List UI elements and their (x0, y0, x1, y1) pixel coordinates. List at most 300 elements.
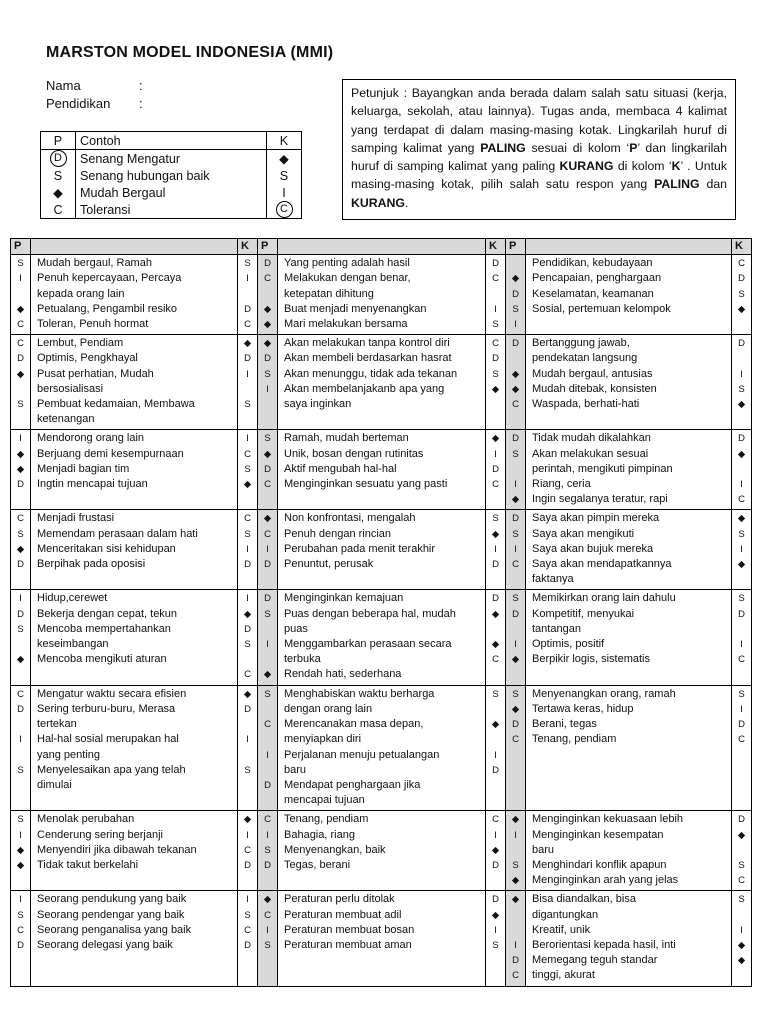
option-letter[interactable]: I (494, 749, 497, 761)
diamond-icon[interactable]: ◆ (737, 513, 746, 525)
option-letter[interactable]: S (17, 528, 24, 540)
option-letter[interactable]: I (266, 543, 269, 555)
option-letter[interactable]: C (738, 258, 745, 270)
option-letter[interactable]: I (494, 448, 497, 460)
k-option-cell[interactable] (732, 335, 752, 430)
p-option-cell[interactable] (506, 811, 526, 891)
option-letter[interactable]: C (264, 273, 271, 285)
k-option-cell[interactable] (238, 430, 258, 510)
option-letter[interactable]: I (740, 479, 743, 491)
p-option-cell[interactable] (11, 430, 31, 510)
diamond-icon[interactable]: ◆ (491, 909, 500, 921)
p-option-cell[interactable] (11, 335, 31, 430)
diamond-icon[interactable]: ◆ (263, 338, 272, 350)
option-letter[interactable]: I (246, 734, 249, 746)
statement-line: Mendapat penghargaan jika (284, 778, 421, 791)
diamond-icon[interactable]: ◆ (511, 383, 520, 395)
diamond-icon[interactable]: ◆ (16, 859, 25, 871)
p-option-cell[interactable] (258, 685, 278, 811)
k-option-cell[interactable] (486, 891, 506, 986)
option-letter[interactable] (506, 908, 525, 923)
option-letter[interactable]: C (17, 688, 24, 700)
option-letter[interactable]: C (17, 319, 24, 331)
option-letter[interactable]: I (19, 894, 22, 906)
option-letter[interactable] (486, 287, 505, 302)
option-letter[interactable]: S (738, 688, 745, 700)
option-letter[interactable]: I (494, 543, 497, 555)
p-option-cell[interactable] (506, 590, 526, 685)
statement-line: Lembut, Pendiam (37, 337, 124, 350)
diamond-icon[interactable]: ◆ (16, 303, 25, 315)
diamond-icon[interactable]: ◆ (491, 433, 500, 445)
option-letter[interactable]: S (17, 258, 24, 270)
statement-line: Menjadi frustasi (37, 512, 115, 525)
option-letter[interactable]: S (17, 399, 24, 411)
option-letter[interactable]: I (266, 924, 269, 936)
p-option-cell[interactable] (11, 590, 31, 685)
option-letter[interactable]: D (17, 559, 24, 571)
option-letter[interactable] (486, 732, 505, 747)
option-letter[interactable]: C (244, 844, 251, 856)
statement-line: mencapai tujuan (284, 794, 365, 807)
k-option-cell[interactable] (486, 255, 506, 335)
diamond-icon[interactable]: ◆ (511, 273, 520, 285)
p-option-cell[interactable] (506, 335, 526, 430)
diamond-icon[interactable]: ◆ (16, 844, 25, 856)
k-option-cell[interactable] (732, 685, 752, 811)
option-letter[interactable]: D (492, 593, 499, 605)
option-letter[interactable] (258, 287, 277, 302)
p-option-cell[interactable] (258, 891, 278, 986)
option-letter[interactable] (11, 637, 30, 652)
option-letter[interactable]: D (17, 608, 24, 620)
option-letter[interactable]: D (738, 433, 745, 445)
p-option-cell[interactable] (258, 255, 278, 335)
diamond-icon[interactable]: ◆ (16, 448, 25, 460)
statement-cell (278, 255, 486, 335)
option-letter[interactable]: S (512, 528, 519, 540)
p-option-cell[interactable] (258, 590, 278, 685)
option-letter[interactable]: I (266, 829, 269, 841)
diamond-icon[interactable]: ◆ (491, 844, 500, 856)
diamond-icon[interactable]: ◆ (16, 543, 25, 555)
k-option-cell[interactable] (732, 811, 752, 891)
option-letter[interactable] (11, 382, 30, 397)
option-letter[interactable]: D (738, 338, 745, 350)
option-letter[interactable]: I (19, 273, 22, 285)
k-option-cell[interactable] (238, 255, 258, 335)
k-option-cell[interactable] (732, 590, 752, 685)
example-p-value: C (53, 202, 63, 217)
option-letter[interactable] (506, 351, 525, 366)
option-letter[interactable] (732, 908, 751, 923)
header-p-1: P (11, 239, 31, 255)
option-letter[interactable]: S (244, 528, 251, 540)
diamond-icon[interactable]: ◆ (511, 875, 520, 887)
diamond-icon[interactable]: ◆ (737, 829, 746, 841)
option-letter[interactable]: S (17, 623, 24, 635)
option-letter[interactable] (238, 287, 257, 302)
option-letter[interactable]: S (738, 288, 745, 300)
option-letter[interactable]: I (494, 303, 497, 315)
example-header-k: K (267, 132, 302, 150)
option-letter[interactable]: C (738, 654, 745, 666)
option-letter[interactable] (732, 843, 751, 858)
option-letter[interactable]: I (19, 734, 22, 746)
p-option-cell[interactable] (506, 255, 526, 335)
option-letter[interactable]: D (492, 859, 499, 871)
p-option-cell[interactable] (11, 811, 31, 891)
option-letter[interactable]: D (492, 894, 499, 906)
option-letter[interactable]: I (740, 639, 743, 651)
option-letter[interactable]: C (264, 814, 271, 826)
diamond-icon[interactable]: ◆ (511, 654, 520, 666)
diamond-icon[interactable]: ◆ (491, 719, 500, 731)
p-option-cell[interactable] (11, 255, 31, 335)
diamond-icon[interactable]: ◆ (737, 955, 746, 967)
option-letter[interactable]: S (492, 939, 499, 951)
statement-line: Non konfrontasi, mengalah (284, 512, 416, 525)
option-letter[interactable]: S (492, 688, 499, 700)
option-letter[interactable]: S (244, 639, 251, 651)
p-option-cell[interactable] (506, 685, 526, 811)
diamond-icon[interactable]: ◆ (737, 939, 746, 951)
option-letter[interactable]: D (512, 513, 519, 525)
k-option-cell[interactable] (238, 335, 258, 430)
option-letter[interactable]: I (19, 829, 22, 841)
k-option-cell[interactable] (486, 335, 506, 430)
k-option-cell[interactable] (732, 430, 752, 510)
diamond-icon[interactable]: ◆ (16, 654, 25, 666)
option-letter[interactable]: D (492, 463, 499, 475)
option-letter[interactable]: S (264, 844, 271, 856)
option-letter[interactable]: D (244, 559, 251, 571)
option-letter[interactable]: D (264, 258, 271, 270)
option-letter[interactable]: D (738, 273, 745, 285)
option-letter[interactable]: D (512, 608, 519, 620)
option-letter[interactable]: I (19, 593, 22, 605)
option-letter[interactable]: D (264, 593, 271, 605)
option-letter[interactable]: I (266, 749, 269, 761)
p-option-cell[interactable] (11, 891, 31, 986)
option-letter[interactable] (506, 843, 525, 858)
option-letter[interactable] (258, 763, 277, 778)
option-letter[interactable]: S (264, 688, 271, 700)
option-letter[interactable]: S (244, 258, 251, 270)
diamond-icon[interactable]: ◆ (511, 494, 520, 506)
option-letter[interactable]: D (244, 623, 251, 635)
option-letter[interactable]: I (266, 383, 269, 395)
option-letter[interactable]: S (264, 368, 271, 380)
option-letter[interactable]: C (492, 273, 499, 285)
table-row (11, 891, 752, 986)
option-letter[interactable]: S (738, 894, 745, 906)
option-letter[interactable] (238, 652, 257, 667)
option-letter[interactable]: C (738, 875, 745, 887)
k-option-cell[interactable] (486, 590, 506, 685)
option-letter[interactable]: D (244, 303, 251, 315)
option-letter[interactable]: D (512, 338, 519, 350)
diamond-icon[interactable]: ◆ (263, 303, 272, 315)
option-letter[interactable]: D (492, 258, 499, 270)
option-letter[interactable]: S (512, 593, 519, 605)
option-letter[interactable]: I (246, 368, 249, 380)
option-letter[interactable]: I (740, 703, 743, 715)
option-letter[interactable]: S (738, 528, 745, 540)
p-option-cell[interactable] (11, 510, 31, 590)
k-option-cell[interactable] (238, 891, 258, 986)
k-option-cell[interactable] (732, 255, 752, 335)
option-letter[interactable]: C (264, 909, 271, 921)
option-letter[interactable]: D (738, 814, 745, 826)
option-letter[interactable]: D (17, 479, 24, 491)
statement-line: Memendam perasaan dalam hati (37, 527, 198, 540)
diamond-icon[interactable]: ◆ (243, 338, 252, 350)
example-p (41, 150, 76, 168)
option-letter[interactable]: S (738, 593, 745, 605)
k-option-cell[interactable] (238, 685, 258, 811)
diamond-icon[interactable]: ◆ (737, 559, 746, 571)
p-option-cell[interactable] (506, 891, 526, 986)
option-letter[interactable] (486, 622, 505, 637)
option-letter[interactable]: S (244, 399, 251, 411)
option-letter[interactable]: C (244, 319, 251, 331)
option-letter[interactable] (506, 256, 525, 271)
option-letter[interactable]: I (514, 543, 517, 555)
diamond-icon[interactable]: ◆ (491, 608, 500, 620)
k-option-cell[interactable] (732, 891, 752, 986)
option-letter[interactable]: S (244, 764, 251, 776)
statement-line: Menginginkan kekuasaan lebih (532, 813, 684, 826)
option-letter[interactable]: I (246, 894, 249, 906)
k-option-cell[interactable] (732, 510, 752, 590)
diamond-icon[interactable]: ◆ (491, 528, 500, 540)
option-letter[interactable]: S (492, 513, 499, 525)
diamond-icon[interactable]: ◆ (737, 448, 746, 460)
option-letter[interactable]: D (264, 859, 271, 871)
statement-line: Tenang, pendiam (284, 813, 369, 826)
pendidikan-field[interactable] (46, 96, 143, 111)
option-letter[interactable] (732, 351, 751, 366)
option-letter[interactable]: D (264, 559, 271, 571)
option-letter[interactable]: S (512, 688, 519, 700)
option-letter[interactable]: D (512, 955, 519, 967)
option-letter[interactable] (506, 462, 525, 477)
option-letter[interactable]: D (244, 939, 251, 951)
diamond-icon[interactable]: ◆ (491, 639, 500, 651)
diamond-icon[interactable]: ◆ (737, 303, 746, 315)
option-letter[interactable]: D (17, 703, 24, 715)
option-letter[interactable]: S (264, 433, 271, 445)
statement-line: pendekatan langsung (532, 352, 638, 365)
option-letter[interactable]: I (514, 639, 517, 651)
option-letter[interactable]: S (244, 909, 251, 921)
p-option-cell[interactable] (258, 510, 278, 590)
k-option-cell[interactable] (238, 590, 258, 685)
option-letter[interactable] (732, 622, 751, 637)
option-letter[interactable] (258, 702, 277, 717)
option-letter[interactable] (506, 622, 525, 637)
option-letter[interactable] (11, 717, 30, 732)
k-option-cell[interactable] (486, 510, 506, 590)
option-letter[interactable]: D (244, 703, 251, 715)
p-option-cell[interactable] (258, 811, 278, 891)
option-letter[interactable]: D (492, 559, 499, 571)
option-letter[interactable]: S (17, 909, 24, 921)
example-k-value: S (279, 168, 289, 183)
option-letter[interactable]: I (740, 368, 743, 380)
option-letter[interactable]: S (512, 448, 519, 460)
k-option-cell[interactable] (486, 685, 506, 811)
k-option-cell[interactable] (238, 811, 258, 891)
option-letter[interactable]: I (740, 543, 743, 555)
option-letter[interactable]: D (512, 433, 519, 445)
option-letter[interactable]: S (492, 368, 499, 380)
diamond-icon[interactable]: ◆ (511, 894, 520, 906)
option-letter[interactable]: I (19, 433, 22, 445)
option-letter[interactable]: C (512, 734, 519, 746)
diamond-icon[interactable]: ◆ (263, 669, 272, 681)
option-letter[interactable]: C (244, 513, 251, 525)
option-letter[interactable]: D (512, 288, 519, 300)
option-letter[interactable] (486, 702, 505, 717)
diamond-icon[interactable]: ◆ (16, 368, 25, 380)
option-letter[interactable]: C (244, 669, 251, 681)
option-letter[interactable] (258, 652, 277, 667)
nama-field[interactable] (46, 78, 143, 93)
option-letter[interactable]: D (244, 353, 251, 365)
option-letter[interactable] (258, 732, 277, 747)
option-letter[interactable]: C (512, 970, 519, 982)
diamond-icon[interactable]: ◆ (491, 383, 500, 395)
option-letter[interactable]: C (738, 734, 745, 746)
option-letter[interactable]: S (264, 608, 271, 620)
option-letter[interactable]: C (492, 338, 499, 350)
p-option-cell[interactable] (258, 430, 278, 510)
diamond-icon[interactable]: ◆ (511, 368, 520, 380)
option-letter[interactable]: D (264, 353, 271, 365)
option-letter[interactable]: D (264, 779, 271, 791)
diamond-icon[interactable]: ◆ (243, 608, 252, 620)
option-letter[interactable]: D (244, 859, 251, 871)
option-letter[interactable]: D (738, 719, 745, 731)
option-letter[interactable]: S (512, 303, 519, 315)
option-letter[interactable]: D (512, 719, 519, 731)
p-option-cell[interactable] (506, 510, 526, 590)
option-letter[interactable]: I (266, 639, 269, 651)
statement-line: Aktif mengubah hal-hal (284, 462, 397, 475)
option-letter[interactable]: C (17, 924, 24, 936)
diamond-icon[interactable]: ◆ (243, 688, 252, 700)
option-letter[interactable] (258, 622, 277, 637)
option-letter[interactable]: S (492, 319, 499, 331)
option-letter[interactable]: C (264, 479, 271, 491)
k-option-cell[interactable] (238, 510, 258, 590)
option-letter[interactable] (11, 748, 30, 763)
diamond-icon[interactable]: ◆ (243, 814, 252, 826)
option-letter[interactable] (238, 382, 257, 397)
option-letter[interactable]: I (514, 479, 517, 491)
option-letter[interactable]: I (514, 939, 517, 951)
diamond-icon[interactable]: ◆ (16, 463, 25, 475)
option-letter[interactable]: S (244, 463, 251, 475)
option-letter[interactable]: D (738, 608, 745, 620)
option-letter[interactable]: C (492, 654, 499, 666)
option-letter[interactable]: C (264, 719, 271, 731)
option-letter[interactable]: S (17, 814, 24, 826)
option-letter[interactable]: C (244, 448, 251, 460)
option-letter[interactable] (732, 462, 751, 477)
option-letter[interactable]: I (246, 543, 249, 555)
option-letter[interactable]: I (246, 433, 249, 445)
option-letter[interactable]: I (514, 829, 517, 841)
option-letter[interactable]: S (512, 859, 519, 871)
option-letter[interactable]: I (740, 924, 743, 936)
option-letter[interactable]: C (244, 924, 251, 936)
statement-line: faktanya (532, 573, 574, 586)
example-p (41, 167, 76, 184)
p-option-cell[interactable] (506, 430, 526, 510)
option-letter[interactable]: D (492, 353, 499, 365)
diamond-icon[interactable]: ◆ (737, 399, 746, 411)
option-letter[interactable]: C (264, 528, 271, 540)
example-text: Senang Mengatur (76, 150, 267, 168)
option-letter[interactable]: C (492, 814, 499, 826)
option-letter[interactable]: D (17, 939, 24, 951)
option-letter[interactable]: I (494, 924, 497, 936)
statement-line: baru (284, 763, 307, 776)
option-letter[interactable]: I (246, 829, 249, 841)
option-letter[interactable]: I (246, 593, 249, 605)
diamond-icon[interactable]: ◆ (263, 894, 272, 906)
statement-cell (31, 891, 238, 986)
diamond-icon[interactable]: ◆ (263, 513, 272, 525)
diamond-icon[interactable]: ◆ (511, 814, 520, 826)
diamond-icon[interactable]: ◆ (263, 319, 272, 331)
p-option-cell[interactable] (11, 685, 31, 811)
option-letter[interactable]: D (492, 764, 499, 776)
option-letter[interactable]: I (514, 319, 517, 331)
option-letter[interactable]: I (494, 829, 497, 841)
option-letter[interactable] (11, 287, 30, 302)
option-letter[interactable]: C (512, 399, 519, 411)
option-letter[interactable] (238, 748, 257, 763)
option-letter[interactable]: D (17, 353, 24, 365)
option-letter[interactable]: C (492, 479, 499, 491)
option-letter[interactable]: S (738, 383, 745, 395)
option-letter[interactable]: C (738, 494, 745, 506)
option-letter[interactable]: I (246, 273, 249, 285)
p-option-cell[interactable] (258, 335, 278, 430)
example-row (41, 167, 302, 184)
option-letter[interactable]: C (17, 513, 24, 525)
k-option-cell[interactable] (486, 430, 506, 510)
option-letter[interactable]: S (264, 939, 271, 951)
option-letter[interactable]: S (738, 859, 745, 871)
diamond-icon[interactable]: ◆ (263, 448, 272, 460)
example-k-value: I (282, 185, 286, 200)
option-letter[interactable] (238, 717, 257, 732)
option-letter[interactable]: D (264, 463, 271, 475)
diamond-icon[interactable]: ◆ (243, 479, 252, 491)
k-option-cell[interactable] (486, 811, 506, 891)
statement-line: Penuh dengan rincian (284, 527, 392, 540)
option-letter[interactable]: C (512, 559, 519, 571)
option-letter[interactable]: C (17, 338, 24, 350)
diamond-icon[interactable]: ◆ (511, 703, 520, 715)
option-letter[interactable]: S (17, 764, 24, 776)
option-letter[interactable] (506, 923, 525, 938)
